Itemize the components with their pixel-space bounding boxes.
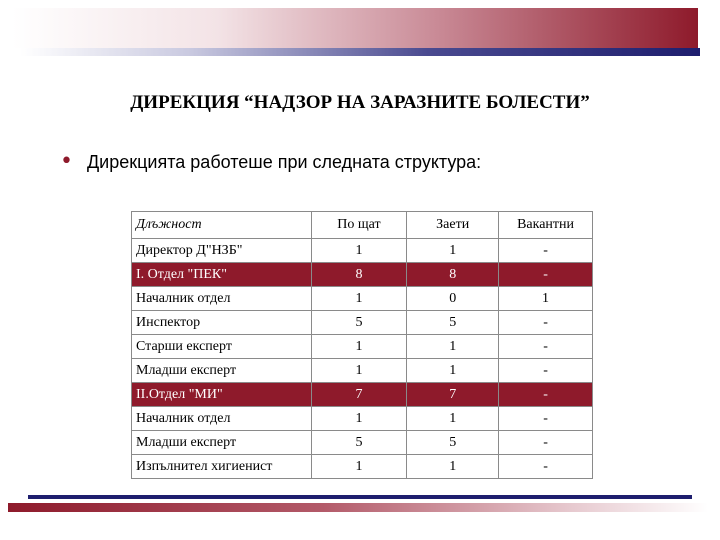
cell-occupied: 5 <box>407 431 499 455</box>
header-planned: По щат <box>311 212 407 239</box>
top-decorative-rule <box>20 48 700 56</box>
cell-planned: 8 <box>311 263 407 287</box>
cell-position: Началник отдел <box>132 407 312 431</box>
cell-position: Началник отдел <box>132 287 312 311</box>
top-decorative-band <box>12 8 698 48</box>
bullet-dot-icon: • <box>60 149 73 174</box>
cell-planned: 5 <box>311 431 407 455</box>
table-header-row <box>132 212 593 239</box>
cell-occupied: 1 <box>407 335 499 359</box>
cell-planned: 7 <box>311 383 407 407</box>
cell-occupied: 5 <box>407 311 499 335</box>
cell-vacant: - <box>499 335 593 359</box>
cell-planned: 1 <box>311 287 407 311</box>
cell-vacant: 1 <box>499 287 593 311</box>
cell-vacant: - <box>499 311 593 335</box>
cell-occupied: 1 <box>407 359 499 383</box>
table-row-section <box>132 263 593 287</box>
table-row-section <box>132 383 593 407</box>
cell-occupied: 1 <box>407 455 499 479</box>
bottom-decorative-band <box>8 503 708 512</box>
header-occupied: Заети <box>407 212 499 239</box>
cell-planned: 1 <box>311 455 407 479</box>
cell-occupied: 8 <box>407 263 499 287</box>
header-position: Длъжност <box>132 212 312 239</box>
cell-vacant: - <box>499 239 593 263</box>
table-row <box>132 455 593 479</box>
table-row <box>132 431 593 455</box>
table-row <box>132 359 593 383</box>
cell-vacant: - <box>499 455 593 479</box>
cell-position: II.Отдел "МИ" <box>132 383 312 407</box>
cell-planned: 5 <box>311 311 407 335</box>
cell-occupied: 1 <box>407 407 499 431</box>
table-row <box>132 407 593 431</box>
cell-occupied: 7 <box>407 383 499 407</box>
cell-position: Инспектор <box>132 311 312 335</box>
cell-planned: 1 <box>311 359 407 383</box>
bottom-decorative-rule <box>28 495 692 499</box>
cell-position: Старши експерт <box>132 335 312 359</box>
cell-vacant: - <box>499 407 593 431</box>
table-row <box>132 287 593 311</box>
cell-planned: 1 <box>311 239 407 263</box>
cell-vacant: - <box>499 431 593 455</box>
slide-title: ДИРЕКЦИЯ “НАДЗОР НА ЗАРАЗНИТЕ БОЛЕСТИ” <box>130 92 590 113</box>
cell-vacant: - <box>499 263 593 287</box>
header-vacant: Вакантни <box>499 212 593 239</box>
cell-position: I. Отдел "ПЕК" <box>132 263 312 287</box>
bullet-text: Дирекцията работеше при следната структура: <box>86 151 482 172</box>
cell-planned: 1 <box>311 407 407 431</box>
cell-vacant: - <box>499 383 593 407</box>
cell-vacant: - <box>499 359 593 383</box>
cell-occupied: 1 <box>407 239 499 263</box>
table-row <box>132 335 593 359</box>
cell-position: Младши експерт <box>132 431 312 455</box>
table-row <box>132 239 593 263</box>
cell-occupied: 0 <box>407 287 499 311</box>
staff-table <box>131 211 593 479</box>
table-row <box>132 311 593 335</box>
bullet-item <box>60 151 481 173</box>
cell-planned: 1 <box>311 335 407 359</box>
cell-position: Директор Д"НЗБ" <box>132 239 312 263</box>
cell-position: Младши експерт <box>132 359 312 383</box>
cell-position: Изпълнител хигиенист <box>132 455 312 479</box>
